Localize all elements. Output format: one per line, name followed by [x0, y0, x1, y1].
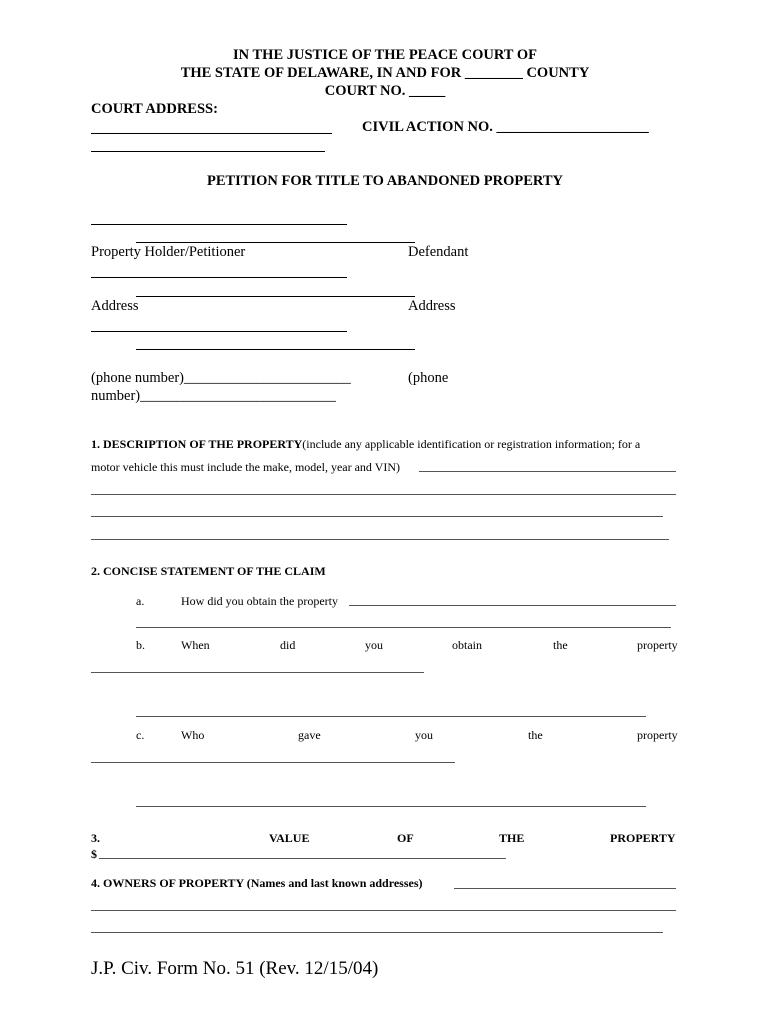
value-dollar-sign: $ — [91, 847, 97, 861]
claim-a-line-1[interactable] — [349, 605, 676, 606]
petitioner-address-line-2[interactable] — [91, 331, 347, 332]
court-heading-line1: IN THE JUSTICE OF THE PEACE COURT OF — [233, 47, 537, 63]
claim-b-word: property — [637, 638, 678, 652]
court-number: COURT NO. _____ — [324, 83, 446, 99]
page-title: PETITION FOR TITLE TO ABANDONED PROPERTY — [206, 173, 564, 189]
claim-b-word: the — [553, 638, 568, 652]
court-heading-line2: THE STATE OF DELAWARE, IN AND FOR ________ COUNTY — [180, 65, 590, 81]
section1-instructions: (include any applicable identification or registration information; for a — [302, 437, 641, 451]
petitioner-address-label: Address — [91, 298, 139, 314]
claim-b-word: When — [181, 638, 210, 652]
section3-word: PROPERTY — [610, 831, 676, 845]
court-address-label: COURT ADDRESS: — [91, 101, 218, 117]
claim-c-word: Who — [181, 728, 205, 742]
petitioner-phone: (phone number)_______________________ — [91, 370, 351, 386]
section2-heading: 2. CONCISE STATEMENT OF THE CLAIM — [91, 564, 326, 578]
description-line-4[interactable] — [91, 539, 669, 540]
defendant-name-line[interactable] — [136, 242, 415, 243]
section1-label: 1. DESCRIPTION OF THE PROPERTY — [91, 437, 303, 451]
section4-heading: 4. OWNERS OF PROPERTY (Names and last known addresses) — [91, 876, 423, 890]
claim-c-word: you — [415, 728, 433, 742]
court-address-line-2[interactable] — [91, 151, 325, 152]
claim-c-word: property — [637, 728, 678, 742]
section3-word: OF — [397, 831, 414, 845]
claim-b-letter: b. — [136, 638, 145, 652]
claim-c-word: gave — [298, 728, 321, 742]
defendant-phone-number: number)___________________________ — [91, 388, 336, 404]
claim-a-line-2[interactable] — [136, 627, 671, 628]
defendant-address-line[interactable] — [136, 296, 415, 297]
description-line-2[interactable] — [91, 494, 676, 495]
court-address-line-1[interactable] — [91, 133, 332, 134]
claim-b-word: did — [280, 638, 296, 652]
petitioner-label: Property Holder/Petitioner — [91, 244, 246, 260]
claim-b-word: obtain — [452, 638, 482, 652]
claim-c-line-2[interactable] — [136, 806, 646, 807]
owners-line-3[interactable] — [91, 932, 663, 933]
defendant-address-line-2[interactable] — [136, 349, 415, 350]
section3-word: THE — [499, 831, 525, 845]
claim-c-word: the — [528, 728, 543, 742]
claim-c-letter: c. — [136, 728, 145, 742]
defendant-address-label: Address — [408, 298, 456, 314]
claim-b-line-2[interactable] — [136, 716, 646, 717]
value-line[interactable] — [99, 858, 506, 859]
petitioner-address-line[interactable] — [91, 277, 347, 278]
defendant-phone-label: (phone — [408, 370, 449, 386]
section1-instructions-cont: motor vehicle this must include the make, model, year and VIN) — [91, 460, 401, 474]
claim-b-line-1[interactable] — [91, 672, 424, 673]
owners-line-1[interactable] — [454, 888, 676, 889]
description-line-1[interactable] — [419, 471, 676, 472]
defendant-label: Defendant — [408, 244, 469, 260]
section3-number: 3. — [91, 831, 100, 845]
description-line-3[interactable] — [91, 516, 663, 517]
owners-line-2[interactable] — [91, 910, 676, 911]
claim-c-line-1[interactable] — [91, 762, 455, 763]
section3-word: VALUE — [269, 831, 310, 845]
section1-heading — [91, 437, 640, 452]
claim-a-question: How did you obtain the property — [181, 594, 338, 608]
civil-action-number: CIVIL ACTION NO. _____________________ — [362, 119, 649, 135]
form-number-footer: J.P. Civ. Form No. 51 (Rev. 12/15/04) — [91, 958, 379, 979]
petitioner-name-line[interactable] — [91, 224, 347, 225]
claim-a-letter: a. — [136, 594, 145, 608]
claim-b-word: you — [365, 638, 383, 652]
